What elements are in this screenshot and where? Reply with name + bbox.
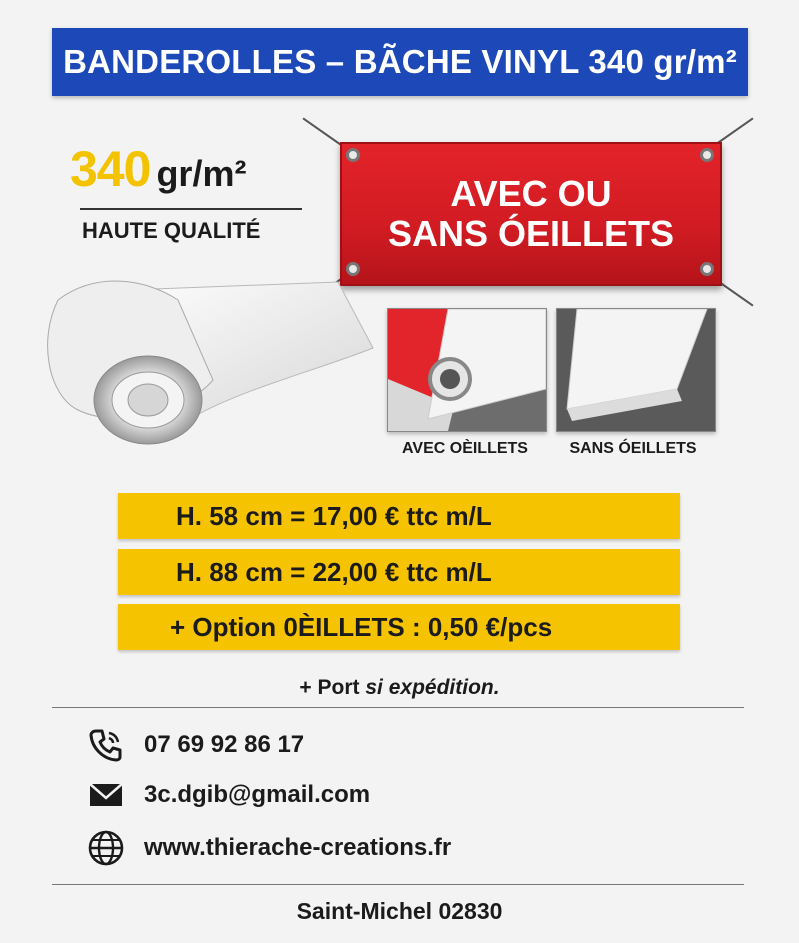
weight-block (70, 140, 300, 243)
globe-icon (86, 828, 126, 868)
swatch-label-with: AVEC OÈILLETS (402, 440, 528, 457)
grommet-icon (346, 148, 360, 162)
divider (52, 707, 744, 708)
phone-icon (86, 725, 126, 765)
price-eyelet-text: + Option 0ÈILLETS : 0,50 €/pcs (170, 611, 553, 642)
price-88cm-text: H. 88 cm = 22,00 € ttc m/L (176, 556, 492, 587)
quality-label: HAUTE QUALITÉ (82, 218, 261, 243)
envelope-icon (86, 775, 126, 815)
banner-line-1: AVEC OU (450, 173, 612, 214)
weight-divider (80, 208, 302, 210)
shipping-note (0, 676, 799, 700)
page-title: BANDEROLLES – BÃCHE VINYL 340 gr/m² (52, 28, 748, 96)
vinyl-roll-illustration (38, 260, 378, 460)
phone-number: 07 69 92 86 17 (144, 731, 305, 758)
shipping-italic: si expédition. (365, 676, 500, 699)
price-eyelet-option (118, 604, 680, 650)
rope (302, 118, 344, 148)
website-url: www.thierache-creations.fr (144, 834, 452, 861)
divider (52, 884, 744, 885)
price-58cm-text: H. 58 cm = 17,00 € ttc m/L (176, 500, 492, 531)
contact-email[interactable] (86, 775, 370, 815)
grommet-icon (700, 262, 714, 276)
price-88cm (118, 549, 680, 595)
grommet-icon (700, 148, 714, 162)
swatch-with-eyelets (387, 308, 547, 432)
contact-website[interactable] (86, 828, 451, 868)
swatch-label-without: SANS ÓEILLETS (569, 440, 697, 457)
shipping-prefix: + Port (299, 676, 366, 699)
weight-number: 340 (70, 141, 151, 197)
banner-line-2: SANS ÓEILLETS (387, 213, 675, 254)
weight-unit: gr/m² (156, 153, 247, 194)
contact-phone[interactable] (86, 725, 304, 765)
swatch-without-eyelets (556, 308, 716, 432)
price-58cm (118, 493, 680, 539)
email-address: 3c.dgib@gmail.com (144, 781, 371, 808)
location: Saint-Michel 02830 (296, 898, 503, 924)
red-banner (340, 142, 722, 286)
